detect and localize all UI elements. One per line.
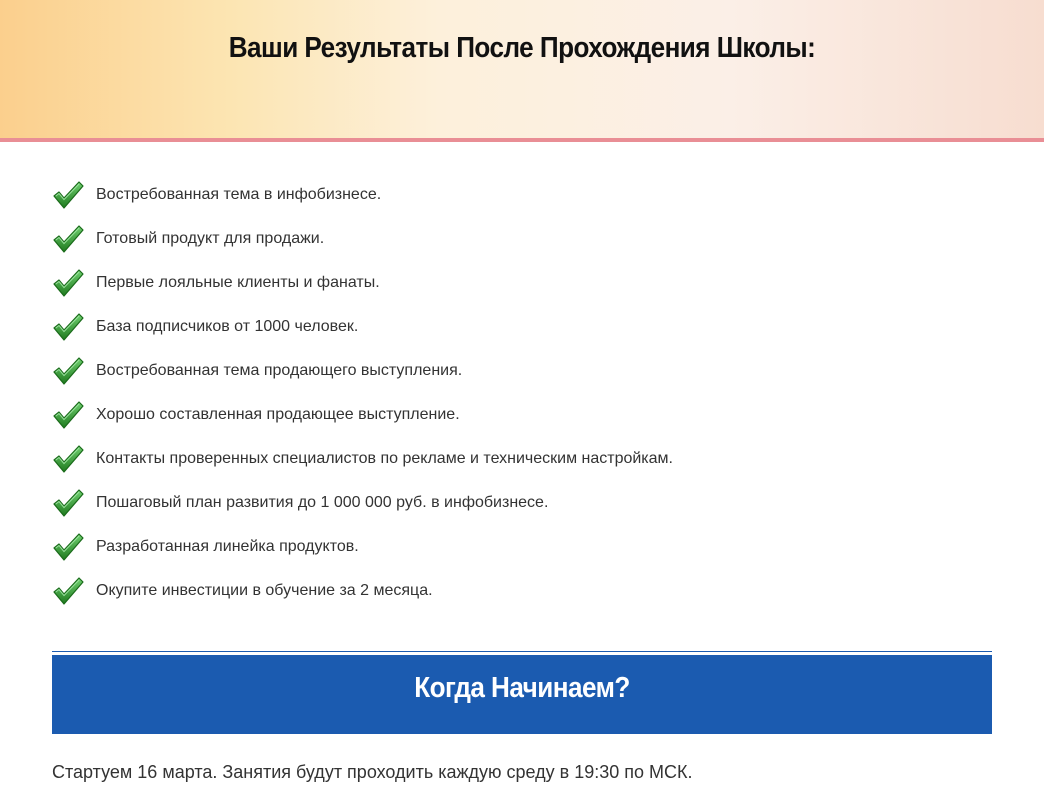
- list-item: [52, 572, 673, 616]
- checkmark-icon: [52, 443, 84, 475]
- list-item-label: Разработанная линейка продуктов.: [96, 538, 359, 555]
- list-item: [52, 484, 673, 528]
- list-item: [52, 396, 673, 440]
- checkmark-icon: [52, 311, 84, 343]
- list-item: [52, 176, 673, 220]
- list-item: [52, 440, 673, 484]
- schedule-text: Стартуем 16 марта. Занятия будут проходить каждую среду в 19:30 по МСК.: [52, 762, 693, 782]
- list-item-label: Контакты проверенных специалистов по рекламе и техническим настройкам.: [96, 450, 673, 467]
- list-item-label: Востребованная тема в инфобизнесе.: [96, 186, 382, 203]
- checkmark-icon: [52, 267, 84, 299]
- list-item: [52, 264, 673, 308]
- results-list: [52, 176, 673, 616]
- checkmark-icon: [52, 487, 84, 519]
- checkmark-icon: [52, 531, 84, 563]
- list-item-label: Хорошо составленная продающее выступление.: [96, 406, 460, 423]
- checkmark-icon: [52, 575, 84, 607]
- banner-title: Когда Начинаем?: [414, 672, 630, 704]
- list-item: [52, 220, 673, 264]
- list-item-label: Первые лояльные клиенты и фанаты.: [96, 274, 380, 291]
- list-item-label: Готовый продукт для продажи.: [96, 230, 325, 247]
- list-item: [52, 308, 673, 352]
- list-item-label: Окупите инвестиции в обучение за 2 месяца.: [96, 582, 433, 599]
- list-item: [52, 528, 673, 572]
- page-title: Ваши Результаты После Прохождения Школы:: [228, 32, 816, 64]
- checkmark-icon: [52, 355, 84, 387]
- list-item: [52, 352, 673, 396]
- list-item-label: Востребованная тема продающего выступления.: [96, 362, 463, 379]
- list-item-label: База подписчиков от 1000 человек.: [96, 318, 359, 335]
- list-item-label: Пошаговый план развития до 1 000 000 руб. в инфобизнесе.: [96, 494, 549, 511]
- results-header: [0, 0, 1044, 142]
- start-banner: [52, 652, 992, 734]
- checkmark-icon: [52, 223, 84, 255]
- checkmark-icon: [52, 399, 84, 431]
- checkmark-icon: [52, 179, 84, 211]
